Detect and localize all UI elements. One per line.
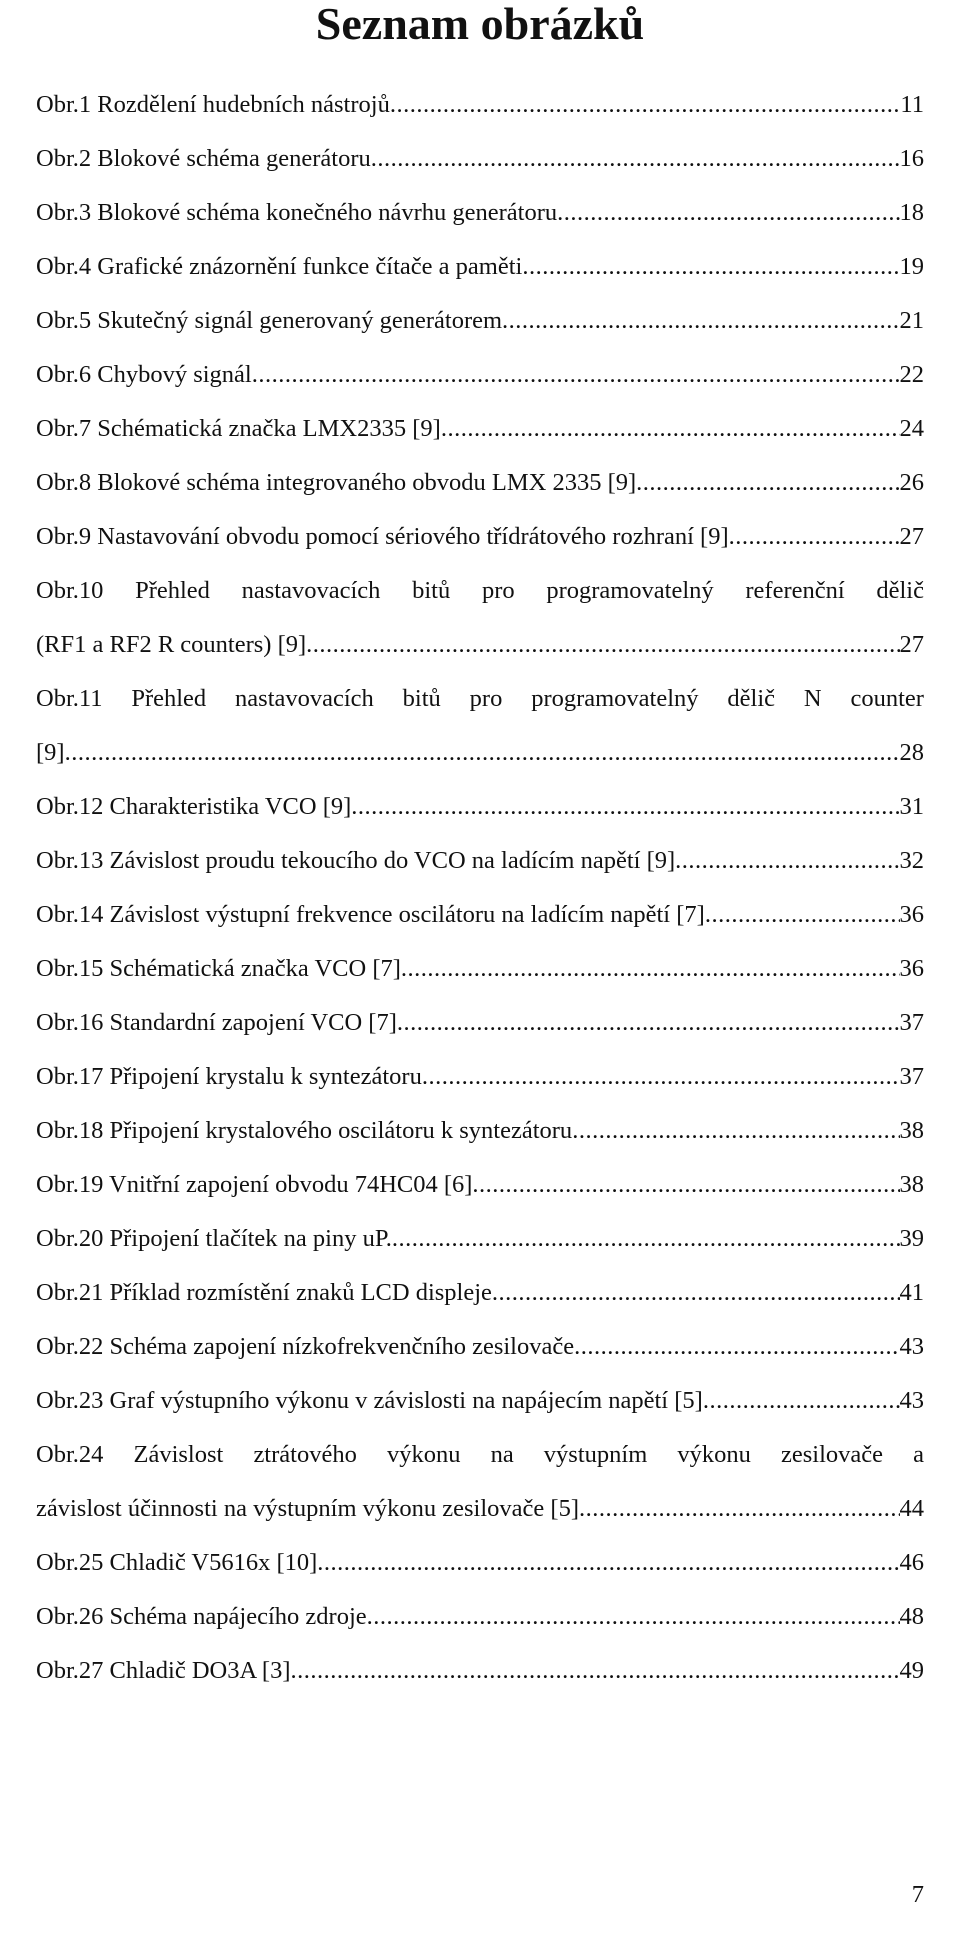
toc-entry-label: Obr.1 Rozdělení hudebních nástrojů [36,91,390,118]
toc-entry-label: Obr.16 Standardní zapojení VCO [7] [36,1009,397,1036]
dot-leader [579,1482,900,1536]
toc-entry-label: Obr.25 Chladič V5616x [10] [36,1549,318,1576]
toc-entry-label: Obr.2 Blokové schéma generátoru [36,145,371,172]
page-number: 7 [911,1881,924,1908]
toc-entry-word: Obr.11 [36,685,103,712]
toc-entry-word: nastavovacích [241,577,381,604]
toc-entry-word: na [490,1441,514,1468]
toc-entry[interactable] [36,240,924,294]
toc-entry[interactable] [36,78,924,132]
toc-entry-word: Závislost [133,1441,224,1468]
toc-entry-word: ztrátového [253,1441,357,1468]
toc-entry[interactable] [36,510,924,564]
toc-entry-page: 32 [899,847,924,874]
toc-entry-page: 27 [899,631,924,658]
toc-entry-label: Obr.23 Graf výstupního výkonu v závislosti na napájecím napětí [5] [36,1387,703,1414]
dot-leader [390,78,901,132]
toc-entry[interactable] [36,348,924,402]
dot-leader [472,1158,899,1212]
toc-entry-word: Obr.24 [36,1441,104,1468]
toc-entry-word: nastavovacích [235,685,374,712]
toc-entry[interactable] [36,672,924,780]
toc-entry[interactable] [36,186,924,240]
toc-entry-page: 46 [899,1549,924,1576]
toc-entry-page: 26 [899,469,924,496]
toc-entry-label: Obr.15 Schématická značka VCO [7] [36,955,401,982]
dot-leader [351,780,899,834]
toc-entry-label: Obr.21 Příklad rozmístění znaků LCD displeje [36,1279,492,1306]
toc-entry-page: 19 [899,253,924,280]
dot-leader [572,1104,899,1158]
toc-entry-word: N [803,685,822,712]
toc-entry-label: Obr.17 Připojení krystalu k syntezátoru [36,1063,422,1090]
dot-leader [492,1266,900,1320]
toc-entry[interactable] [36,456,924,510]
toc-entry-page: 39 [899,1225,924,1252]
dot-leader [252,348,900,402]
toc-entry-label: Obr.22 Schéma zapojení nízkofrekvenčního zesilovače [36,1333,575,1360]
toc-entry-label: Obr.5 Skutečný signál generovaný generátorem [36,307,503,334]
toc-entry-page: 37 [899,1063,924,1090]
dot-leader [636,456,899,510]
toc-entry-page: 18 [899,199,924,226]
toc-entry-label: Obr.19 Vnitřní zapojení obvodu 74HC04 [6] [36,1171,473,1198]
dot-leader [306,618,899,672]
toc-entry-page: 28 [899,739,924,766]
toc-entry-word: dělič [876,577,924,604]
dot-leader [729,510,900,564]
dot-leader [502,294,899,348]
toc-entry[interactable] [36,132,924,186]
toc-entry-label: Obr.13 Závislost proudu tekoucího do VCO na ladícím napětí [9] [36,847,676,874]
toc-entry-page: 24 [899,415,924,442]
dot-leader [574,1320,899,1374]
dot-leader [705,888,900,942]
toc-entry[interactable] [36,1590,924,1644]
toc-entry-word: výstupním [543,1441,648,1468]
dot-leader [291,1644,900,1698]
toc-entry-label-line1 [36,1428,924,1482]
dot-leader [703,1374,900,1428]
toc-entry-page: 16 [899,145,924,172]
toc-entry[interactable] [36,996,924,1050]
dot-leader [522,240,899,294]
page-title: Seznam obrázků [315,0,645,49]
toc-entry-label: Obr.26 Schéma napájecího zdroje [36,1603,367,1630]
toc-entry[interactable] [36,780,924,834]
toc-entry-page: 43 [899,1387,924,1414]
toc-entry-page: 36 [899,901,924,928]
toc-entry[interactable] [36,1266,924,1320]
toc-entry-word: referenční [745,577,845,604]
toc-entry-page: 48 [899,1603,924,1630]
toc-entry-page: 31 [899,793,924,820]
toc-entry-word: bitů [402,685,441,712]
toc-entry-word: Přehled [131,685,207,712]
toc-entry[interactable] [36,1104,924,1158]
toc-entry-page: 36 [899,955,924,982]
dot-leader [317,1536,899,1590]
toc-entry-label: Obr.12 Charakteristika VCO [9] [36,793,352,820]
toc-entry-word: counter [850,685,924,712]
toc-entry[interactable] [36,1644,924,1698]
toc-entry-label: Obr.3 Blokové schéma konečného návrhu generátoru [36,199,558,226]
toc-entry[interactable] [36,1428,924,1536]
toc-entry-page: 43 [899,1333,924,1360]
toc-entry-word: pro [469,685,503,712]
toc-entry-word: pro [481,577,515,604]
dot-leader [401,942,900,996]
dot-leader [392,1212,900,1266]
list-of-figures [36,78,924,1698]
toc-entry[interactable] [36,942,924,996]
toc-entry[interactable] [36,1158,924,1212]
toc-entry-word: Přehled [135,577,210,604]
toc-entry[interactable] [36,564,924,672]
dot-leader [65,726,900,780]
toc-entry-label: Obr.4 Grafické znázornění funkce čítače a paměti [36,253,523,280]
toc-entry-page: 49 [899,1657,924,1684]
dot-leader [367,1590,900,1644]
toc-entry[interactable] [36,294,924,348]
dot-leader [441,402,900,456]
toc-entry-word: výkonu [677,1441,751,1468]
dot-leader [397,996,900,1050]
toc-entry-label-line2: (RF1 a RF2 R counters) [9] [36,631,307,658]
toc-entry[interactable] [36,1050,924,1104]
toc-entry-word: zesilovače [780,1441,884,1468]
toc-entry-word: dělič [727,685,776,712]
toc-entry-word: a [913,1441,924,1468]
toc-entry-page: 11 [900,91,924,118]
toc-entry-page: 21 [899,307,924,334]
toc-entry-label: Obr.27 Chladič DO3A [3] [36,1657,291,1684]
toc-entry[interactable] [36,1320,924,1374]
toc-entry[interactable] [36,1212,924,1266]
toc-entry-page: 27 [899,523,924,550]
toc-entry-page: 22 [899,361,924,388]
dot-leader [557,186,899,240]
dot-leader [675,834,899,888]
toc-entry-label-line1 [36,564,924,618]
toc-entry-page: 38 [899,1171,924,1198]
toc-entry-word: výkonu [386,1441,461,1468]
toc-entry-label-line2: [9] [36,739,65,766]
toc-entry-label: Obr.14 Závislost výstupní frekvence oscilátoru na ladícím napětí [7] [36,901,705,928]
toc-entry[interactable] [36,402,924,456]
toc-entry[interactable] [36,888,924,942]
toc-entry-label: Obr.9 Nastavování obvodu pomocí sériového třídrátového rozhraní [9] [36,523,729,550]
toc-entry-page: 38 [899,1117,924,1144]
toc-entry-label: Obr.18 Připojení krystalového oscilátoru k syntezátoru [36,1117,573,1144]
toc-entry-page: 44 [899,1495,924,1522]
toc-entry-page: 41 [899,1279,924,1306]
toc-entry-label: Obr.8 Blokové schéma integrovaného obvodu LMX 2335 [9] [36,469,637,496]
toc-entry-word: programovatelný [546,577,714,604]
toc-entry-label: Obr.7 Schématická značka LMX2335 [9] [36,415,441,442]
toc-entry-label-line1 [36,672,924,726]
toc-entry-label: Obr.20 Připojení tlačítek na piny uP. [36,1225,392,1252]
toc-entry-label: Obr.6 Chybový signál [36,361,252,388]
toc-entry-word: programovatelný [531,685,699,712]
toc-entry[interactable] [36,1374,924,1428]
toc-entry[interactable] [36,1536,924,1590]
toc-entry-word: Obr.10 [36,577,104,604]
dot-leader [371,132,900,186]
toc-entry-page: 37 [899,1009,924,1036]
toc-entry-word: bitů [412,577,451,604]
dot-leader [422,1050,900,1104]
toc-entry-label-line2: závislost účinnosti na výstupním výkonu zesilovače [5] [36,1495,579,1522]
toc-entry[interactable] [36,834,924,888]
